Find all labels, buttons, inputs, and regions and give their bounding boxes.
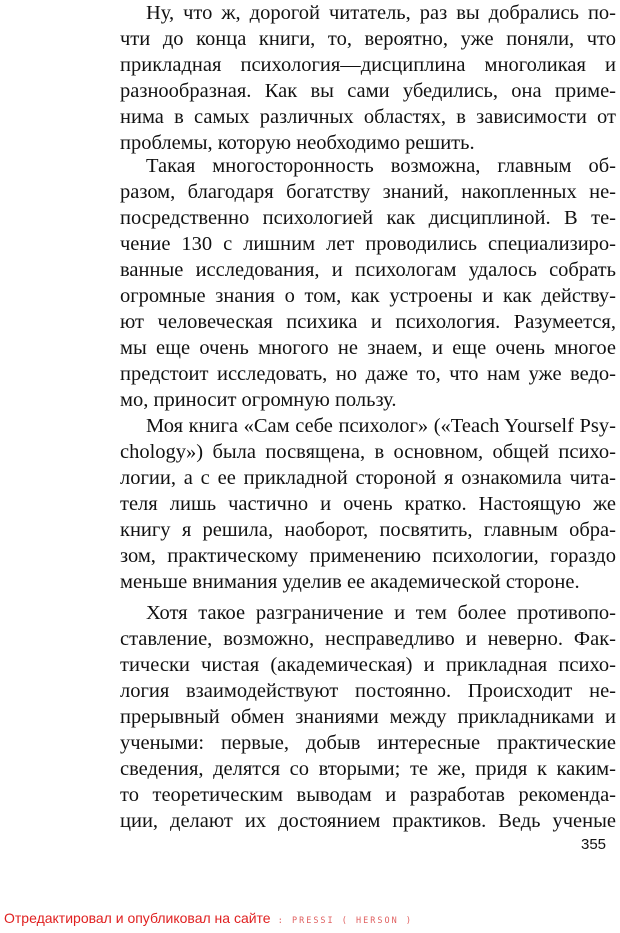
text-line: мы еще очень многого не знаем, и еще очень многое bbox=[120, 337, 616, 359]
text-line: Моя книга «Сам себе психолог» («Teach Yourself Psy- bbox=[146, 415, 616, 437]
text-line: прерывный обмен знаниями между прикладниками и bbox=[120, 706, 616, 728]
footer-credit-text: Отредактировал и опубликовал на сайте bbox=[4, 910, 271, 926]
text-line: ставление, возможно, несправедливо и неверно. Фак- bbox=[120, 628, 616, 650]
text-line: разнообразная. Как вы сами убедились, она приме- bbox=[120, 80, 616, 102]
text-line: логия взаимодействуют постоянно. Происходит не- bbox=[120, 680, 616, 702]
text-line: посредственно психологией как дисциплиной. В те- bbox=[120, 207, 616, 229]
text-line: огромные знания о том, как устроены и как действу- bbox=[120, 285, 616, 307]
text-line: чение 130 с лишним лет проводились специализиро- bbox=[120, 233, 616, 255]
text-line: прикладная психология—дисциплина многоликая и bbox=[120, 54, 616, 76]
text-line: разом, благодаря богатству знаний, накопленных не- bbox=[120, 181, 616, 203]
page-number: 355 bbox=[581, 836, 607, 853]
text-line: учеными: первые, добыв интересные практические bbox=[120, 732, 616, 754]
text-line: то теоретическим выводам и разработав рекоменда- bbox=[120, 784, 616, 806]
text-line: мо, приносит огромную пользу. bbox=[120, 389, 397, 411]
text-line: книгу я решила, наоборот, посвятить, главным обра- bbox=[120, 519, 616, 541]
text-line: чти до конца книги, то, вероятно, уже поняли, что bbox=[120, 28, 616, 50]
text-line: тически чистая (академическая) и прикладная психо- bbox=[120, 654, 616, 676]
footer-credit bbox=[4, 910, 413, 926]
text-line: ванные исследования, и психологам удалось собрать bbox=[120, 259, 616, 281]
text-line: сведения, делятся со вторыми; те же, придя к каким- bbox=[120, 758, 616, 780]
footer-site-name: : PRESSI ( HERSON ) bbox=[270, 916, 413, 926]
text-line: меньше внимания уделив ее академической стороне. bbox=[120, 571, 580, 593]
text-line: Ну, что ж, дорогой читатель, раз вы добрались по- bbox=[146, 2, 616, 24]
text-line: Хотя такое разграничение и тем более противопо- bbox=[146, 602, 616, 624]
text-line: нима в самых различных областях, в зависимости от bbox=[120, 106, 616, 128]
text-line: chology») была посвящена, в основном, общей психо- bbox=[120, 441, 616, 463]
text-line: предстоит исследовать, но даже то, что нам уже ведо- bbox=[120, 363, 616, 385]
text-line: проблемы, которую необходимо решить. bbox=[120, 132, 475, 154]
text-line: Такая многосторонность возможна, главным об- bbox=[146, 155, 616, 177]
text-line: теля лишь частично и очень кратко. Настоящую же bbox=[120, 493, 616, 515]
text-line: логии, а с ее прикладной стороной я ознакомила чита- bbox=[120, 467, 616, 489]
text-line: зом, практическому применению психологии, гораздо bbox=[120, 545, 616, 567]
text-line: ции, делают их достоянием практиков. Ведь ученые bbox=[120, 810, 616, 832]
text-line: ют человеческая психика и психология. Разумеется, bbox=[120, 311, 616, 333]
